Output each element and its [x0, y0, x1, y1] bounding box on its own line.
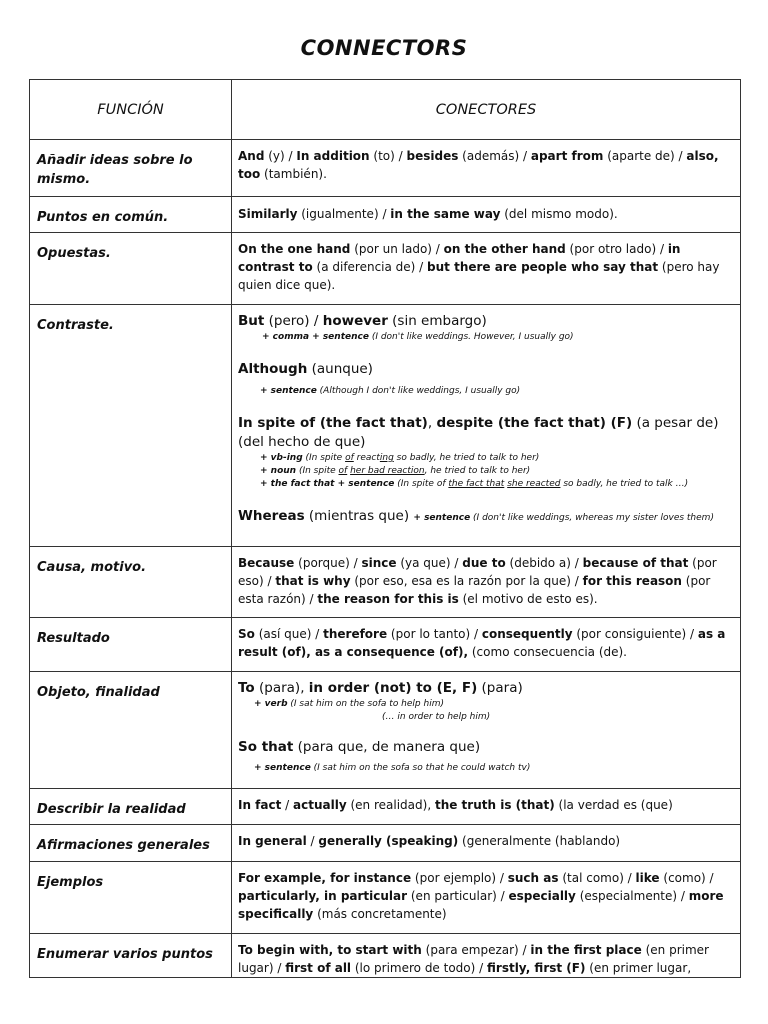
- connector: So: [238, 627, 255, 641]
- connector: For example, for instance: [238, 871, 412, 885]
- example: react: [353, 453, 380, 463]
- connector: the truth is (that): [434, 798, 555, 812]
- example-line: [238, 698, 732, 711]
- structure: + sentence: [260, 386, 317, 396]
- translation: (a diferencia de) /: [312, 260, 428, 274]
- function-cell: Ejemplos: [30, 862, 232, 934]
- connector: in contrast to: [238, 242, 681, 274]
- function-cell: Causa, motivo.: [30, 547, 232, 618]
- translation: (pero) /: [264, 313, 323, 329]
- function-cell: Contraste.: [30, 305, 232, 547]
- translation: (así que) /: [254, 627, 324, 641]
- function-cell: Resultado: [30, 618, 232, 672]
- header-function: FUNCIÓN: [30, 80, 232, 140]
- connector: as a result (of), as a consequence (of),: [238, 627, 726, 659]
- translation: (el motivo de esto es).: [458, 592, 598, 606]
- example-line: (… in order to help him): [382, 712, 491, 722]
- translation: (por un lado) /: [350, 242, 444, 256]
- translation: (en particular) /: [407, 889, 509, 903]
- translation: (también).: [260, 167, 327, 181]
- table-row: [30, 672, 741, 789]
- structure: + noun: [260, 466, 297, 476]
- purpose-line-1: [238, 679, 732, 698]
- connectors-cell: [232, 197, 741, 233]
- translation: (por consiguiente) /: [572, 627, 698, 641]
- example: (In spite: [302, 453, 346, 463]
- translation: (en primer lugar) /: [238, 943, 709, 975]
- connector: consequently: [481, 627, 573, 641]
- function-cell: Afirmaciones generales: [30, 825, 232, 862]
- example: she reacted: [507, 479, 561, 489]
- function-cell: Enumerar varios puntos: [30, 934, 232, 978]
- contrast-line-1: [238, 312, 732, 331]
- function-cell: Describir la realidad: [30, 789, 232, 825]
- connector: apart from: [530, 149, 604, 163]
- translation: (especialmente) /: [575, 889, 689, 903]
- connector: And: [238, 149, 265, 163]
- connector: for this reason: [582, 574, 682, 588]
- contrast-line-2: [238, 360, 732, 379]
- translation: (para),: [254, 680, 309, 696]
- example: (I don't like weddings, whereas my sister loves them): [470, 513, 714, 523]
- connectors-cell: [232, 233, 741, 305]
- translation: /: [306, 834, 319, 848]
- connector: Although: [238, 361, 308, 377]
- connectors-cell: [232, 547, 741, 618]
- connector: generally (speaking): [318, 834, 459, 848]
- example: of: [338, 466, 348, 476]
- translation: (además) /: [458, 149, 531, 163]
- table-row: [30, 547, 741, 618]
- translation: (mientras que): [304, 508, 414, 524]
- connector: in the first place: [530, 943, 642, 957]
- translation: (aunque): [307, 361, 373, 377]
- example: the fact that: [448, 479, 505, 489]
- example-line: [238, 331, 732, 344]
- connector: Because: [238, 556, 295, 570]
- connectors-cell: [232, 140, 741, 197]
- connectors-cell: [232, 789, 741, 825]
- example: (I don't like weddings. However, I usually go): [368, 332, 574, 342]
- translation: (la verdad es (que): [554, 798, 673, 812]
- translation: (en realidad),: [346, 798, 435, 812]
- structure: + vb-ing: [260, 453, 303, 463]
- example: her bad reaction: [350, 466, 425, 476]
- connector: In fact: [238, 798, 282, 812]
- translation: (debido a) /: [505, 556, 583, 570]
- page-title: CONNECTORS: [300, 36, 468, 60]
- example: so badly, he tried to talk to her): [393, 453, 540, 463]
- function-cell: Añadir ideas sobre lo mismo.: [30, 140, 232, 197]
- translation: ,: [427, 415, 437, 431]
- example-line: [238, 452, 732, 465]
- translation: (sin embargo): [387, 313, 487, 329]
- connectors-cell: [232, 618, 741, 672]
- translation: (igualmente) /: [297, 207, 391, 221]
- connector: firstly, first (F): [487, 961, 586, 975]
- translation: (como) /: [659, 871, 714, 885]
- translation: (por eso) /: [238, 556, 717, 588]
- contrast-line-4: [238, 507, 732, 526]
- table-row: [30, 934, 741, 978]
- translation: (por lo tanto) /: [387, 627, 482, 641]
- translation: (generalmente (hablando): [458, 834, 621, 848]
- table-row: [30, 233, 741, 305]
- connectors-cell: [232, 305, 741, 547]
- example: (In spite: [296, 466, 339, 476]
- structure: + sentence: [413, 513, 471, 523]
- structure: + verb: [254, 699, 288, 709]
- translation: (para que, de manera que): [293, 739, 481, 755]
- connectors-table: [29, 79, 741, 978]
- translation: (como consecuencia (de).: [468, 645, 627, 659]
- example: ing: [379, 453, 394, 463]
- connector: Similarly: [238, 207, 298, 221]
- connector: So that: [238, 739, 294, 755]
- table-header-row: [30, 80, 741, 140]
- translation: (porque) /: [294, 556, 362, 570]
- connector: Whereas: [238, 508, 305, 524]
- connector: besides: [406, 149, 459, 163]
- header-connectors: CONECTORES: [232, 80, 741, 140]
- function-cell: Opuestas.: [30, 233, 232, 305]
- connector: To: [238, 680, 255, 696]
- connector: such as: [507, 871, 559, 885]
- connector: actually: [293, 798, 347, 812]
- translation: (para empezar) /: [421, 943, 531, 957]
- connector: first of all: [285, 961, 352, 975]
- purpose-line-2: [238, 738, 732, 757]
- connector: because of that: [582, 556, 689, 570]
- connectors-cell: [232, 862, 741, 934]
- example: (I sat him on the sofa so that he could watch tv): [310, 763, 531, 773]
- translation: (para): [477, 680, 523, 696]
- structure: + comma + sentence: [262, 332, 369, 342]
- example: (I sat him on the sofa to help him): [287, 699, 444, 709]
- table-row: [30, 825, 741, 862]
- connector: particularly, in particular: [238, 889, 408, 903]
- translation: (del mismo modo).: [500, 207, 618, 221]
- contrast-line-3: [238, 414, 732, 452]
- structure: + the fact that + sentence: [260, 479, 395, 489]
- example-line: [238, 478, 732, 491]
- connector: In spite of (the fact that): [238, 415, 428, 431]
- connector: the reason for this is: [317, 592, 459, 606]
- connector: due to: [462, 556, 506, 570]
- connector: more specifically: [238, 889, 724, 921]
- connectors-cell: [232, 825, 741, 862]
- connector: however: [322, 313, 388, 329]
- connector: that is why: [275, 574, 351, 588]
- translation: (a pesar de) (del hecho de que): [238, 415, 719, 450]
- structure: + sentence: [254, 763, 311, 773]
- table-row: [30, 140, 741, 197]
- example: of: [345, 453, 354, 463]
- translation: (tal como) /: [558, 871, 636, 885]
- example: (Although I don't like weddings, I usually go): [316, 386, 521, 396]
- example: , he tried to talk to her): [424, 466, 531, 476]
- connectors-cell: [232, 672, 741, 789]
- connector: In general: [238, 834, 307, 848]
- example-line: [238, 465, 732, 478]
- connector: therefore: [323, 627, 388, 641]
- translation: (to) /: [369, 149, 407, 163]
- example-line: [238, 385, 732, 398]
- translation: (lo primero de todo) /: [351, 961, 487, 975]
- translation: /: [281, 798, 294, 812]
- connector: in order (not) to (E, F): [308, 680, 478, 696]
- translation: (por esta razón) /: [238, 574, 711, 606]
- table-row: [30, 305, 741, 547]
- translation: (ya que) /: [396, 556, 463, 570]
- table-row: [30, 862, 741, 934]
- translation: (por otro lado) /: [565, 242, 668, 256]
- connector: On the one hand: [238, 242, 351, 256]
- function-cell: Puntos en común.: [30, 197, 232, 233]
- connector: on the other hand: [443, 242, 566, 256]
- translation: (y) /: [264, 149, 297, 163]
- translation: (por eso, esa es la razón por la que) /: [350, 574, 583, 588]
- translation: (aparte de) /: [603, 149, 687, 163]
- translation: (en primer lugar,: [585, 961, 692, 975]
- connector: To begin with, to start with: [238, 943, 422, 957]
- connector: like: [635, 871, 660, 885]
- table-row: [30, 197, 741, 233]
- connector: in the same way: [390, 207, 501, 221]
- connector: despite (the fact that) (F): [436, 415, 633, 431]
- connector: also, too: [238, 149, 719, 181]
- translation: (por ejemplo) /: [411, 871, 508, 885]
- example-line: [238, 762, 732, 775]
- table-row: [30, 789, 741, 825]
- example: (In spite of: [394, 479, 449, 489]
- table-row: [30, 618, 741, 672]
- example: so badly, he tried to talk …): [560, 479, 689, 489]
- connector: But: [238, 313, 265, 329]
- connector: especially: [508, 889, 576, 903]
- connectors-cell: [232, 934, 741, 978]
- function-cell: Objeto, finalidad: [30, 672, 232, 789]
- translation: (pero hay quien dice que).: [238, 260, 720, 292]
- connector: since: [361, 556, 397, 570]
- connector: In addition: [296, 149, 370, 163]
- translation: (más concretamente): [313, 907, 447, 921]
- connector: but there are people who say that: [427, 260, 659, 274]
